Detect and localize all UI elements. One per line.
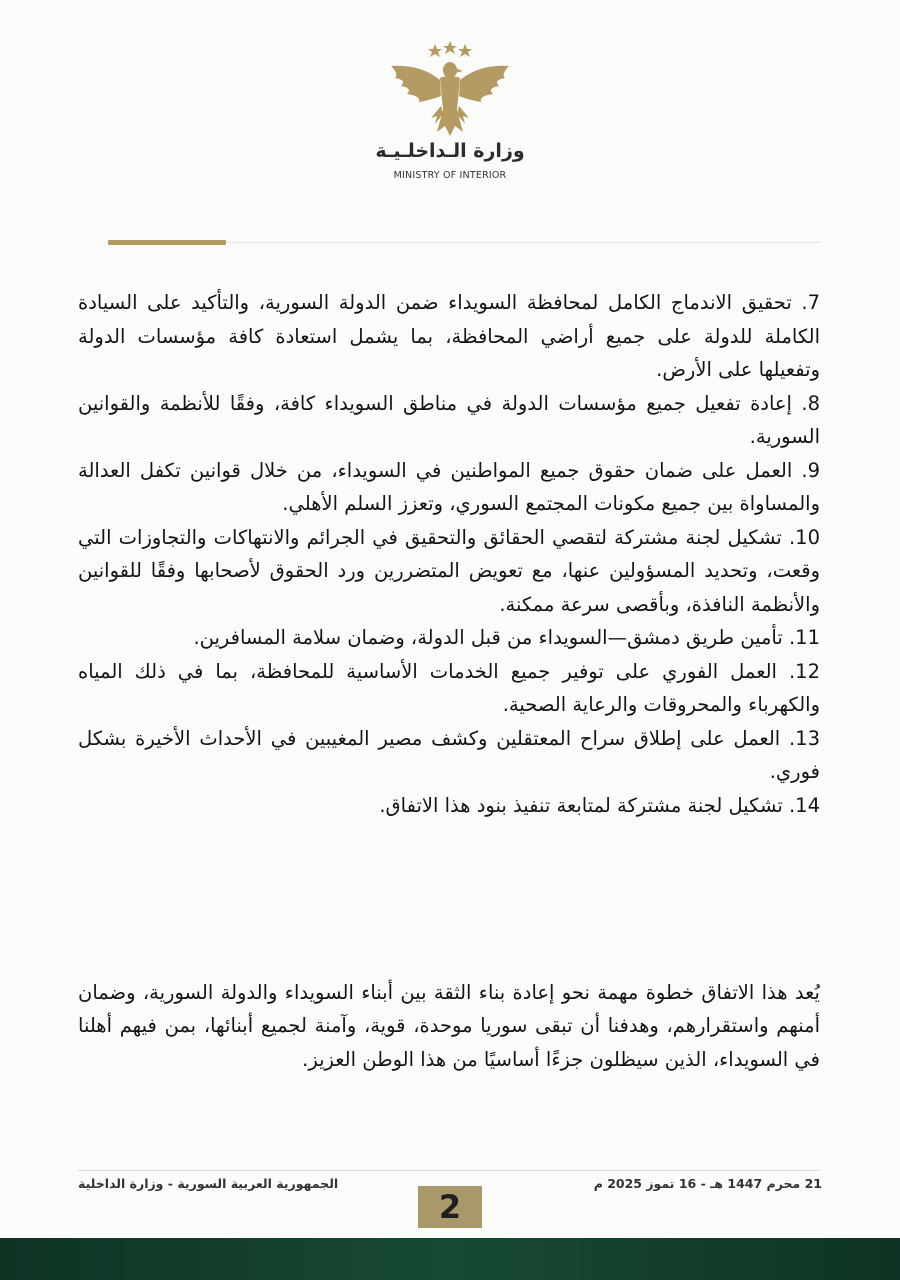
closing-paragraph: يُعد هذا الاتفاق خطوة مهمة نحو إعادة بناء الثقة بين أبناء السويداء والدولة السورية، وضمان أمنهم واستقرارهم، وهدفنا أن تبقى سوريا موحدة، قوية، وآمنة لجميع أبنائها، بمن فيهم أهلنا في السويداء، الذين سيظلون جزءًا أساسيًا من هذا الوطن العزيز.: [78, 980, 820, 1071]
footer-organization: الجمهورية العربية السورية - وزارة الداخلية: [78, 1176, 339, 1191]
footer-divider: [78, 1170, 820, 1171]
item-7: 7. تحقيق الاندماج الكامل لمحافظة السويداء ضمن الدولة السورية، والتأكيد على السيادة الكاملة للدولة على جميع أراضي المحافظة، بما يشمل استعادة كافة مؤسسات الدولة وتفعيلها على الأرض.: [78, 291, 820, 381]
eagle-emblem-icon: [385, 40, 515, 140]
ministry-name-arabic: وزارة الـداخلـيـة: [375, 140, 525, 162]
item-9: 9. العمل على ضمان حقوق جميع المواطنين في السويداء، من خلال قوانين تكفل العدالة والمساواة بين جميع مكونات المجتمع السوري، وتعزز السلم الأهلي.: [78, 458, 820, 515]
ministry-name-english: MINISTRY OF INTERIOR: [393, 170, 507, 181]
item-11: 11. تأمين طريق دمشق—السويداء من قبل الدولة، وضمان سلامة المسافرين.: [193, 626, 820, 649]
item-14: 14. تشكيل لجنة مشتركة لمتابعة تنفيذ بنود هذا الاتفاق.: [379, 793, 820, 817]
header-accent-bar: [108, 240, 226, 245]
item-13: 13. العمل على إطلاق سراح المعتقلين وكشف مصير المغيبين في الأحداث الأخيرة بشكل فوري.: [78, 726, 820, 783]
item-10: 10. تشكيل لجنة مشتركة لتقصي الحقائق والتحقيق في الجرائم والانتهاكات والتجاوزات التي وقعت، وتحديد المسؤولين عنها، مع تعويض المتضررين ورد الحقوق لأصحابها وفقًا للقوانين والأنظمة النافذة، وبأقصى سرعة ممكنة.: [78, 525, 820, 616]
footer-date: 21 محرم 1447 هـ - 16 تموز 2025 م: [593, 1176, 822, 1191]
bottom-band: [0, 1238, 900, 1280]
item-12: 12. العمل الفوري على توفير جميع الخدمات الأساسية للمحافظة، بما في ذلك المياه والكهرباء والمحروقات والرعاية الصحية.: [78, 659, 820, 716]
agreement-items: [78, 286, 820, 822]
item-8: 8. إعادة تفعيل جميع مؤسسات الدولة في مناطق السويداء كافة، وفقًا للأنظمة والقوانين السورية.: [78, 391, 820, 448]
page-number: 2: [418, 1186, 482, 1228]
